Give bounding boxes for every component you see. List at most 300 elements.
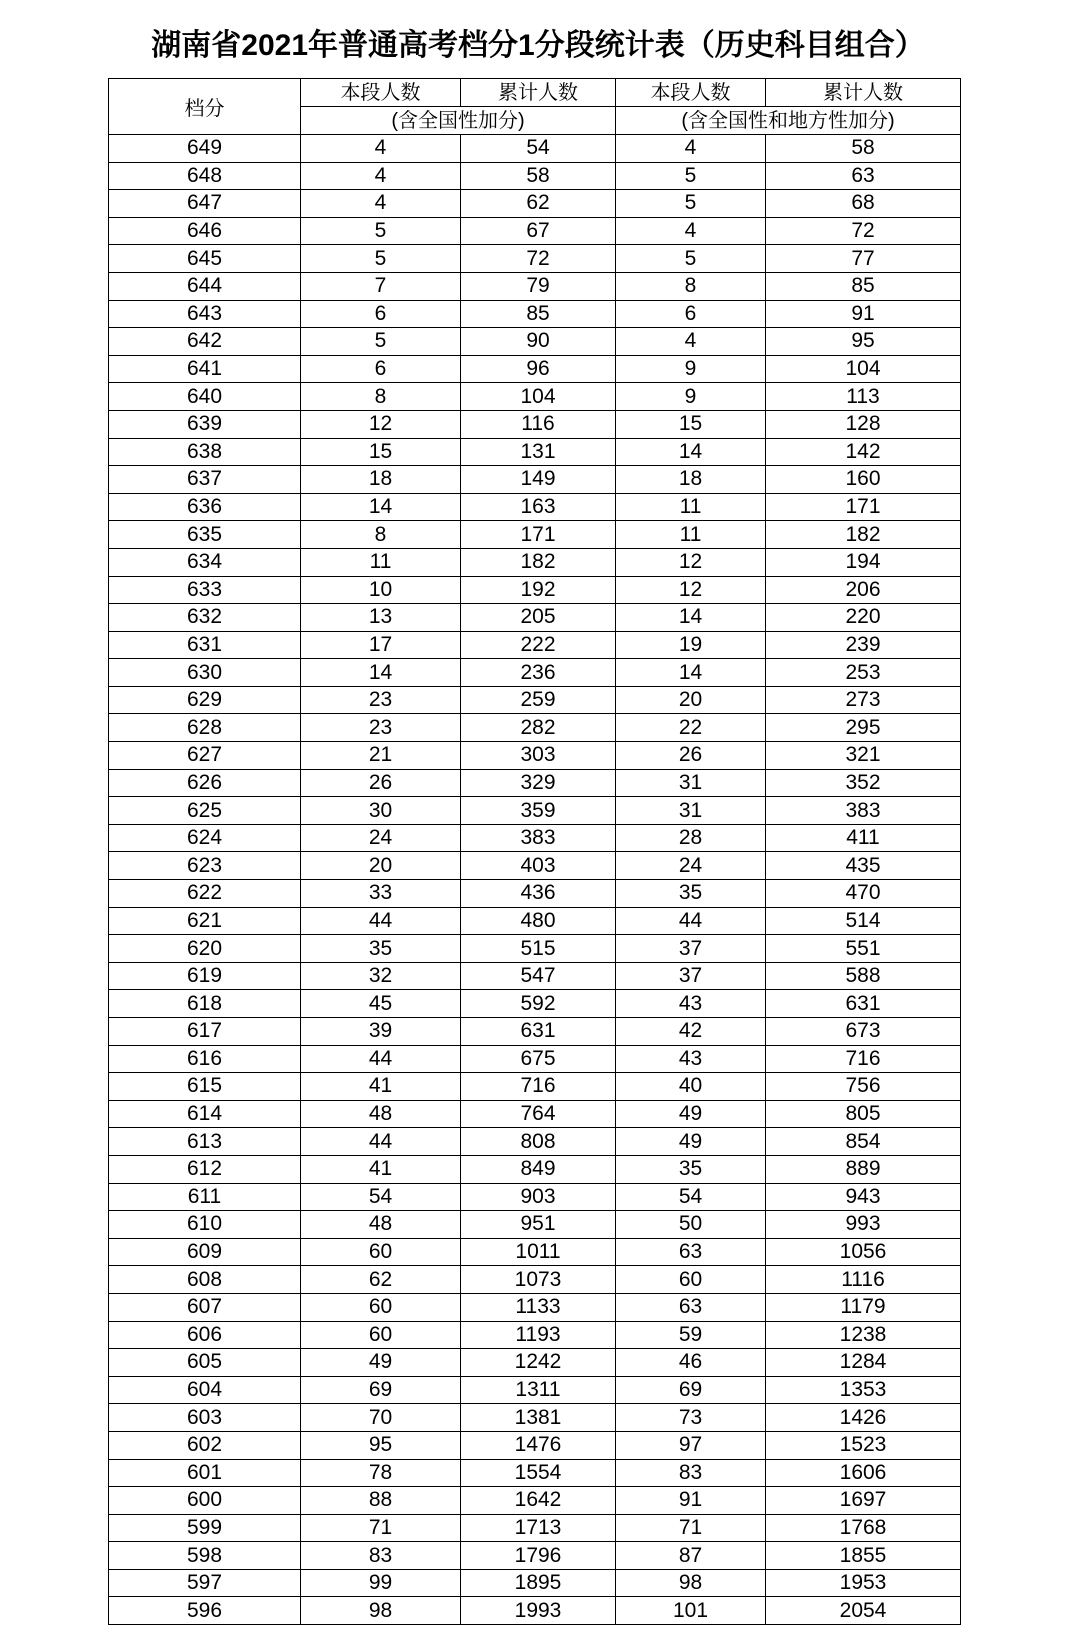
cell-group1-cumulative: 96 (461, 355, 616, 383)
cell-group1-cumulative: 592 (461, 990, 616, 1018)
table-row (109, 548, 961, 576)
cell-group1-cumulative: 182 (461, 548, 616, 576)
cell-group1-cumulative: 764 (461, 1100, 616, 1128)
cell-score: 648 (109, 162, 301, 190)
cell-group1-cumulative: 259 (461, 686, 616, 714)
cell-group2-cumulative: 182 (766, 521, 961, 549)
cell-group2-segment: 43 (616, 990, 766, 1018)
cell-group1-segment: 5 (301, 245, 461, 273)
cell-score: 630 (109, 659, 301, 687)
cell-group1-segment: 44 (301, 1045, 461, 1073)
cell-group1-cumulative: 1713 (461, 1514, 616, 1542)
cell-score: 642 (109, 328, 301, 356)
cell-score: 613 (109, 1128, 301, 1156)
cell-group1-cumulative: 222 (461, 631, 616, 659)
cell-group2-segment: 54 (616, 1183, 766, 1211)
cell-group2-cumulative: 551 (766, 935, 961, 963)
cell-score: 623 (109, 852, 301, 880)
cell-group2-cumulative: 194 (766, 548, 961, 576)
cell-group2-segment: 15 (616, 410, 766, 438)
cell-group1-segment: 49 (301, 1349, 461, 1377)
cell-group1-segment: 11 (301, 548, 461, 576)
cell-group1-cumulative: 1242 (461, 1349, 616, 1377)
cell-group1-cumulative: 67 (461, 217, 616, 245)
cell-group2-cumulative: 854 (766, 1128, 961, 1156)
cell-group2-segment: 50 (616, 1211, 766, 1239)
cell-group2-segment: 9 (616, 355, 766, 383)
cell-group1-segment: 23 (301, 686, 461, 714)
cell-group1-segment: 83 (301, 1542, 461, 1570)
cell-group1-segment: 54 (301, 1183, 461, 1211)
cell-group1-segment: 35 (301, 935, 461, 963)
table-row (109, 1238, 961, 1266)
cell-group1-cumulative: 1073 (461, 1266, 616, 1294)
cell-group2-segment: 35 (616, 1155, 766, 1183)
cell-group1-segment: 15 (301, 438, 461, 466)
table-row (109, 1045, 961, 1073)
cell-score: 627 (109, 742, 301, 770)
cell-score: 611 (109, 1183, 301, 1211)
cell-group1-segment: 71 (301, 1514, 461, 1542)
cell-group1-cumulative: 1554 (461, 1459, 616, 1487)
table-row (109, 135, 961, 163)
cell-group1-cumulative: 90 (461, 328, 616, 356)
cell-group1-cumulative: 54 (461, 135, 616, 163)
table-row (109, 162, 961, 190)
cell-group1-segment: 8 (301, 521, 461, 549)
cell-group1-segment: 41 (301, 1155, 461, 1183)
cell-group1-segment: 26 (301, 769, 461, 797)
cell-group2-cumulative: 1284 (766, 1349, 961, 1377)
cell-group1-cumulative: 903 (461, 1183, 616, 1211)
score-distribution-table (108, 78, 961, 1625)
column-header-group2-note: (含全国性和地方性加分) (616, 107, 961, 135)
cell-group2-cumulative: 253 (766, 659, 961, 687)
cell-group1-cumulative: 1476 (461, 1431, 616, 1459)
cell-group2-cumulative: 239 (766, 631, 961, 659)
cell-group2-cumulative: 63 (766, 162, 961, 190)
table-row (109, 1155, 961, 1183)
cell-group2-cumulative: 1179 (766, 1293, 961, 1321)
table-row (109, 604, 961, 632)
cell-score: 631 (109, 631, 301, 659)
cell-score: 629 (109, 686, 301, 714)
cell-score: 604 (109, 1376, 301, 1404)
cell-group2-cumulative: 2054 (766, 1597, 961, 1625)
cell-group2-cumulative: 716 (766, 1045, 961, 1073)
cell-group2-segment: 12 (616, 548, 766, 576)
cell-score: 633 (109, 576, 301, 604)
cell-group1-cumulative: 675 (461, 1045, 616, 1073)
table-row (109, 1376, 961, 1404)
cell-score: 618 (109, 990, 301, 1018)
table-row (109, 521, 961, 549)
cell-group1-segment: 69 (301, 1376, 461, 1404)
cell-group2-cumulative: 411 (766, 824, 961, 852)
cell-group2-segment: 12 (616, 576, 766, 604)
table-row (109, 1018, 961, 1046)
cell-group1-segment: 60 (301, 1321, 461, 1349)
column-header-group1-cumulative: 累计人数 (461, 79, 616, 107)
cell-score: 643 (109, 300, 301, 328)
cell-score: 624 (109, 824, 301, 852)
cell-group2-cumulative: 206 (766, 576, 961, 604)
cell-group2-cumulative: 514 (766, 907, 961, 935)
cell-group1-cumulative: 79 (461, 272, 616, 300)
column-header-group2-segment: 本段人数 (616, 79, 766, 107)
cell-score: 607 (109, 1293, 301, 1321)
cell-group1-segment: 62 (301, 1266, 461, 1294)
table-row (109, 686, 961, 714)
cell-group2-segment: 18 (616, 466, 766, 494)
cell-group1-cumulative: 631 (461, 1018, 616, 1046)
table-row (109, 383, 961, 411)
cell-score: 619 (109, 962, 301, 990)
cell-group1-cumulative: 62 (461, 190, 616, 218)
cell-score: 599 (109, 1514, 301, 1542)
cell-group1-segment: 13 (301, 604, 461, 632)
cell-group2-segment: 63 (616, 1238, 766, 1266)
cell-score: 647 (109, 190, 301, 218)
cell-group1-cumulative: 104 (461, 383, 616, 411)
cell-group2-segment: 14 (616, 438, 766, 466)
cell-group1-cumulative: 131 (461, 438, 616, 466)
cell-group1-cumulative: 436 (461, 880, 616, 908)
cell-group1-cumulative: 515 (461, 935, 616, 963)
cell-group2-segment: 87 (616, 1542, 766, 1570)
table-row (109, 245, 961, 273)
cell-group2-segment: 63 (616, 1293, 766, 1321)
cell-group2-cumulative: 756 (766, 1073, 961, 1101)
table-row (109, 1514, 961, 1542)
cell-group1-cumulative: 383 (461, 824, 616, 852)
cell-group1-segment: 41 (301, 1073, 461, 1101)
table-row (109, 1073, 961, 1101)
table-row (109, 962, 961, 990)
column-header-score: 档分 (109, 79, 301, 135)
cell-score: 626 (109, 769, 301, 797)
cell-group2-segment: 44 (616, 907, 766, 935)
cell-group2-segment: 11 (616, 521, 766, 549)
table-row (109, 1183, 961, 1211)
cell-group1-segment: 48 (301, 1211, 461, 1239)
table-row (109, 880, 961, 908)
cell-group1-segment: 6 (301, 300, 461, 328)
table-row (109, 190, 961, 218)
cell-group1-cumulative: 149 (461, 466, 616, 494)
cell-group2-cumulative: 58 (766, 135, 961, 163)
table-row (109, 217, 961, 245)
cell-group1-cumulative: 1133 (461, 1293, 616, 1321)
cell-group1-cumulative: 1381 (461, 1404, 616, 1432)
table-row (109, 1349, 961, 1377)
table-row (109, 300, 961, 328)
cell-group1-segment: 17 (301, 631, 461, 659)
cell-group2-segment: 20 (616, 686, 766, 714)
cell-group2-segment: 73 (616, 1404, 766, 1432)
column-header-group1-note: (含全国性加分) (301, 107, 616, 135)
cell-score: 644 (109, 272, 301, 300)
cell-score: 603 (109, 1404, 301, 1432)
table-row (109, 742, 961, 770)
cell-group2-cumulative: 68 (766, 190, 961, 218)
cell-group2-cumulative: 993 (766, 1211, 961, 1239)
table-row (109, 1128, 961, 1156)
cell-score: 638 (109, 438, 301, 466)
cell-group1-cumulative: 480 (461, 907, 616, 935)
cell-group1-segment: 78 (301, 1459, 461, 1487)
table-row (109, 659, 961, 687)
cell-group2-segment: 14 (616, 659, 766, 687)
cell-group2-segment: 19 (616, 631, 766, 659)
cell-group2-cumulative: 160 (766, 466, 961, 494)
cell-group2-segment: 5 (616, 190, 766, 218)
cell-group2-cumulative: 1768 (766, 1514, 961, 1542)
table-row (109, 1459, 961, 1487)
cell-group2-cumulative: 295 (766, 714, 961, 742)
cell-score: 645 (109, 245, 301, 273)
cell-group2-segment: 37 (616, 935, 766, 963)
cell-score: 646 (109, 217, 301, 245)
table-row (109, 576, 961, 604)
cell-group1-cumulative: 282 (461, 714, 616, 742)
cell-score: 634 (109, 548, 301, 576)
table-row (109, 1404, 961, 1432)
score-table-container (108, 78, 960, 1625)
cell-group1-segment: 5 (301, 217, 461, 245)
cell-group2-cumulative: 142 (766, 438, 961, 466)
cell-group2-segment: 24 (616, 852, 766, 880)
cell-group1-segment: 30 (301, 797, 461, 825)
cell-score: 640 (109, 383, 301, 411)
cell-score: 615 (109, 1073, 301, 1101)
cell-group1-cumulative: 329 (461, 769, 616, 797)
table-row (109, 824, 961, 852)
cell-group2-cumulative: 95 (766, 328, 961, 356)
cell-group2-segment: 101 (616, 1597, 766, 1625)
cell-group2-cumulative: 673 (766, 1018, 961, 1046)
page-title: 湖南省2021年普通高考档分1分段统计表（历史科目组合） (151, 29, 925, 62)
cell-group2-cumulative: 805 (766, 1100, 961, 1128)
cell-group2-cumulative: 220 (766, 604, 961, 632)
table-row (109, 1211, 961, 1239)
cell-group2-cumulative: 171 (766, 493, 961, 521)
cell-group1-segment: 7 (301, 272, 461, 300)
cell-group1-segment: 20 (301, 852, 461, 880)
cell-group2-cumulative: 1353 (766, 1376, 961, 1404)
table-row (109, 935, 961, 963)
cell-group1-cumulative: 951 (461, 1211, 616, 1239)
cell-group1-segment: 99 (301, 1569, 461, 1597)
cell-group2-segment: 49 (616, 1128, 766, 1156)
cell-group2-segment: 83 (616, 1459, 766, 1487)
table-row (109, 410, 961, 438)
table-row (109, 1293, 961, 1321)
cell-group2-cumulative: 128 (766, 410, 961, 438)
cell-score: 616 (109, 1045, 301, 1073)
cell-score: 606 (109, 1321, 301, 1349)
table-row (109, 769, 961, 797)
table-row (109, 493, 961, 521)
table-row (109, 272, 961, 300)
cell-group2-segment: 8 (616, 272, 766, 300)
cell-group2-cumulative: 113 (766, 383, 961, 411)
cell-group2-cumulative: 72 (766, 217, 961, 245)
table-row (109, 714, 961, 742)
cell-group2-segment: 35 (616, 880, 766, 908)
cell-score: 608 (109, 1266, 301, 1294)
table-row (109, 1266, 961, 1294)
cell-group1-cumulative: 716 (461, 1073, 616, 1101)
cell-group1-segment: 12 (301, 410, 461, 438)
cell-score: 598 (109, 1542, 301, 1570)
cell-group2-segment: 31 (616, 769, 766, 797)
cell-group1-cumulative: 116 (461, 410, 616, 438)
cell-group1-segment: 60 (301, 1238, 461, 1266)
cell-group2-cumulative: 104 (766, 355, 961, 383)
cell-group1-cumulative: 303 (461, 742, 616, 770)
table-row (109, 355, 961, 383)
cell-group1-segment: 6 (301, 355, 461, 383)
cell-score: 625 (109, 797, 301, 825)
cell-group2-segment: 59 (616, 1321, 766, 1349)
table-row (109, 328, 961, 356)
cell-score: 636 (109, 493, 301, 521)
table-row (109, 907, 961, 935)
table-row (109, 466, 961, 494)
cell-group2-segment: 4 (616, 217, 766, 245)
cell-group2-segment: 28 (616, 824, 766, 852)
cell-group2-cumulative: 1606 (766, 1459, 961, 1487)
cell-group2-cumulative: 273 (766, 686, 961, 714)
cell-group2-cumulative: 1238 (766, 1321, 961, 1349)
cell-group2-cumulative: 85 (766, 272, 961, 300)
cell-group1-segment: 95 (301, 1431, 461, 1459)
cell-score: 605 (109, 1349, 301, 1377)
cell-group2-cumulative: 1426 (766, 1404, 961, 1432)
table-header (109, 79, 961, 135)
cell-group1-segment: 24 (301, 824, 461, 852)
cell-group2-segment: 4 (616, 328, 766, 356)
cell-group1-cumulative: 85 (461, 300, 616, 328)
cell-group2-segment: 37 (616, 962, 766, 990)
cell-group1-cumulative: 236 (461, 659, 616, 687)
cell-group2-cumulative: 1697 (766, 1487, 961, 1515)
cell-group1-segment: 88 (301, 1487, 461, 1515)
column-header-group1-segment: 本段人数 (301, 79, 461, 107)
cell-group1-cumulative: 58 (461, 162, 616, 190)
cell-group2-segment: 69 (616, 1376, 766, 1404)
cell-group1-segment: 48 (301, 1100, 461, 1128)
cell-score: 596 (109, 1597, 301, 1625)
cell-score: 649 (109, 135, 301, 163)
cell-group2-segment: 40 (616, 1073, 766, 1101)
cell-group1-cumulative: 1011 (461, 1238, 616, 1266)
cell-group2-cumulative: 352 (766, 769, 961, 797)
cell-group1-segment: 18 (301, 466, 461, 494)
cell-group1-segment: 14 (301, 659, 461, 687)
cell-group2-cumulative: 321 (766, 742, 961, 770)
cell-group1-segment: 98 (301, 1597, 461, 1625)
cell-score: 612 (109, 1155, 301, 1183)
table-row (109, 1569, 961, 1597)
cell-score: 635 (109, 521, 301, 549)
table-row (109, 852, 961, 880)
cell-group2-cumulative: 943 (766, 1183, 961, 1211)
cell-group1-cumulative: 1311 (461, 1376, 616, 1404)
cell-group2-segment: 9 (616, 383, 766, 411)
cell-group2-segment: 43 (616, 1045, 766, 1073)
cell-group2-segment: 60 (616, 1266, 766, 1294)
table-row (109, 631, 961, 659)
cell-group1-cumulative: 205 (461, 604, 616, 632)
cell-group1-segment: 4 (301, 135, 461, 163)
cell-group1-segment: 8 (301, 383, 461, 411)
cell-score: 617 (109, 1018, 301, 1046)
cell-score: 601 (109, 1459, 301, 1487)
cell-group1-cumulative: 1642 (461, 1487, 616, 1515)
cell-group1-cumulative: 808 (461, 1128, 616, 1156)
table-row (109, 438, 961, 466)
cell-group2-segment: 49 (616, 1100, 766, 1128)
table-row (109, 990, 961, 1018)
cell-group2-segment: 26 (616, 742, 766, 770)
cell-group2-cumulative: 435 (766, 852, 961, 880)
cell-group2-segment: 14 (616, 604, 766, 632)
table-row (109, 1321, 961, 1349)
cell-group2-segment: 4 (616, 135, 766, 163)
cell-group1-cumulative: 403 (461, 852, 616, 880)
cell-score: 632 (109, 604, 301, 632)
table-row (109, 1431, 961, 1459)
cell-group2-segment: 46 (616, 1349, 766, 1377)
cell-group2-segment: 11 (616, 493, 766, 521)
cell-group1-segment: 45 (301, 990, 461, 1018)
cell-group1-segment: 4 (301, 162, 461, 190)
cell-group2-segment: 6 (616, 300, 766, 328)
table-row (109, 1597, 961, 1625)
cell-group1-segment: 10 (301, 576, 461, 604)
cell-score: 621 (109, 907, 301, 935)
table-row (109, 1100, 961, 1128)
cell-group1-cumulative: 1895 (461, 1569, 616, 1597)
header-row-primary (109, 79, 961, 107)
table-row (109, 797, 961, 825)
cell-group1-cumulative: 163 (461, 493, 616, 521)
cell-score: 622 (109, 880, 301, 908)
cell-group1-segment: 32 (301, 962, 461, 990)
cell-group2-cumulative: 383 (766, 797, 961, 825)
cell-group2-segment: 42 (616, 1018, 766, 1046)
cell-group1-segment: 23 (301, 714, 461, 742)
cell-group1-segment: 33 (301, 880, 461, 908)
cell-group2-cumulative: 588 (766, 962, 961, 990)
cell-group2-segment: 91 (616, 1487, 766, 1515)
cell-group2-segment: 5 (616, 245, 766, 273)
cell-group1-cumulative: 171 (461, 521, 616, 549)
cell-group1-cumulative: 849 (461, 1155, 616, 1183)
cell-group1-cumulative: 359 (461, 797, 616, 825)
cell-group1-segment: 14 (301, 493, 461, 521)
cell-score: 628 (109, 714, 301, 742)
cell-group1-cumulative: 72 (461, 245, 616, 273)
table-row (109, 1487, 961, 1515)
cell-group2-cumulative: 91 (766, 300, 961, 328)
cell-score: 614 (109, 1100, 301, 1128)
cell-score: 637 (109, 466, 301, 494)
cell-group1-segment: 44 (301, 1128, 461, 1156)
cell-score: 620 (109, 935, 301, 963)
